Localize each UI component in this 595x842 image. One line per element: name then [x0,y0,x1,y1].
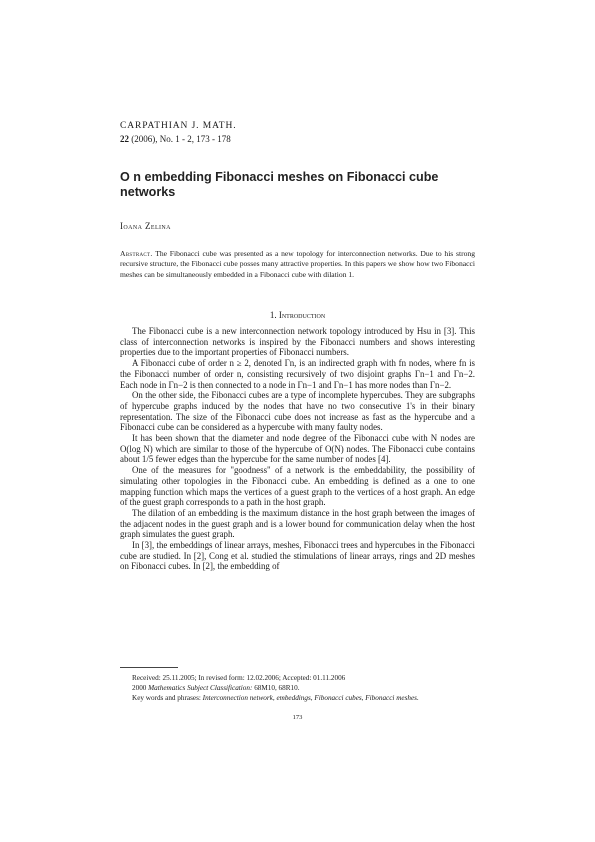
issue-info: (2006), No. 1 - 2, 173 - 178 [129,134,231,144]
keywords-label: Key words and phrases: [132,694,203,703]
abstract-label: Abstract. [120,249,153,258]
paragraph: On the other side, the Fibonacci cubes are a type of incomplete hypercubes. They are subgraphs of hypercube graphs induced by the nodes that have no two consecutive 1's in their binary representation. The size of the Fibonacci cube does not increase as fast as the hypercube and a Fibonacci cube can be considered as a hypercube with many faulty nodes. [120,390,475,433]
abstract-text: The Fibonacci cube was presented as a new topology for interconnection networks. Due to his strong recursive structure, the Fibonacci cube posses many attractive properties. In this papers we show how two Fibonacci meshes can be simultaneously embedded in a Fibonacci cube with dilation 1. [120,249,475,279]
paragraph: The Fibonacci cube is a new interconnection network topology introduced by Hsu in [3]. This class of interconnection networks is inspired by the Fibonacci numbers and shows interesting properties due to the important properties of Fibonacci numbers. [120,326,475,358]
section-number: 1. [269,310,279,320]
msc-line [132,683,475,693]
volume-info [120,134,231,144]
paragraph: The dilation of an embedding is the maximum distance in the host graph between the images of the adjacent nodes in the guest graph and is a lower bound for communication delay when the host graph simulates the guest graph. [120,507,475,540]
section-title: Introduction [278,310,326,320]
msc-year: 2000 [132,684,149,693]
keywords-line [132,693,475,703]
keywords: Interconnection network, embeddings, Fibonacci cubes, Fibonacci meshes. [202,694,419,703]
body-text [120,326,475,572]
paper-title: O n embedding Fibonacci meshes on Fibonacci cube networks [120,170,439,199]
paragraph: It has been shown that the diameter and node degree of the Fibonacci cube with N nodes are O(log N) which are similar to those of the hypercube of O(N) nodes. The Fibonacci cube contains about 1/5 fewer edges than the hypercube for the same number of nodes [4]. [120,433,475,465]
page-number: 173 [292,714,303,721]
msc-codes: 68M10, 68R10. [252,684,300,693]
footnote-rule [120,667,178,668]
section-heading [120,310,475,320]
abstract [120,249,475,280]
volume-number: 22 [120,134,129,144]
msc-label: Mathematics Subject Classification: [148,684,253,693]
paragraph: One of the measures for "goodness" of a network is the embeddability, the possibility of simulating other topologies in the Fibonacci cube. An embedding is defined as a one to one mapping function which maps the vertices of a guest graph to the vertices of a host graph. An edge of the guest graph corresponds to a path in the host graph. [120,465,475,508]
journal-name: CARPATHIAN J. MATH. [120,121,237,131]
footnote [132,673,475,704]
author-name: Ioana Zelina [120,221,171,231]
paragraph: In [3], the embeddings of linear arrays, meshes, Fibonacci trees and hypercubes in the Fibonacci cube are studied. In [2], Cong et al. studied the stimulations of linear arrays, rings and 2D meshes on Fibonacci cubes. In [2], the embedding of [120,540,475,572]
paragraph: A Fibonacci cube of order n ≥ 2, denoted Γn, is an indirected graph with fn nodes, where fn is the Fibonacci number of order n, consisting recursively of two disjoint graphs Γn−1 and Γn−2. Each node in Γn−2 is then connected to a node in Γn−1 and Γn−1 has more nodes than Γn−2. [120,358,475,390]
received-dates: Received: 25.11.2005; In revised form: 12.02.2006; Accepted: 01.11.2006 [132,674,346,682]
